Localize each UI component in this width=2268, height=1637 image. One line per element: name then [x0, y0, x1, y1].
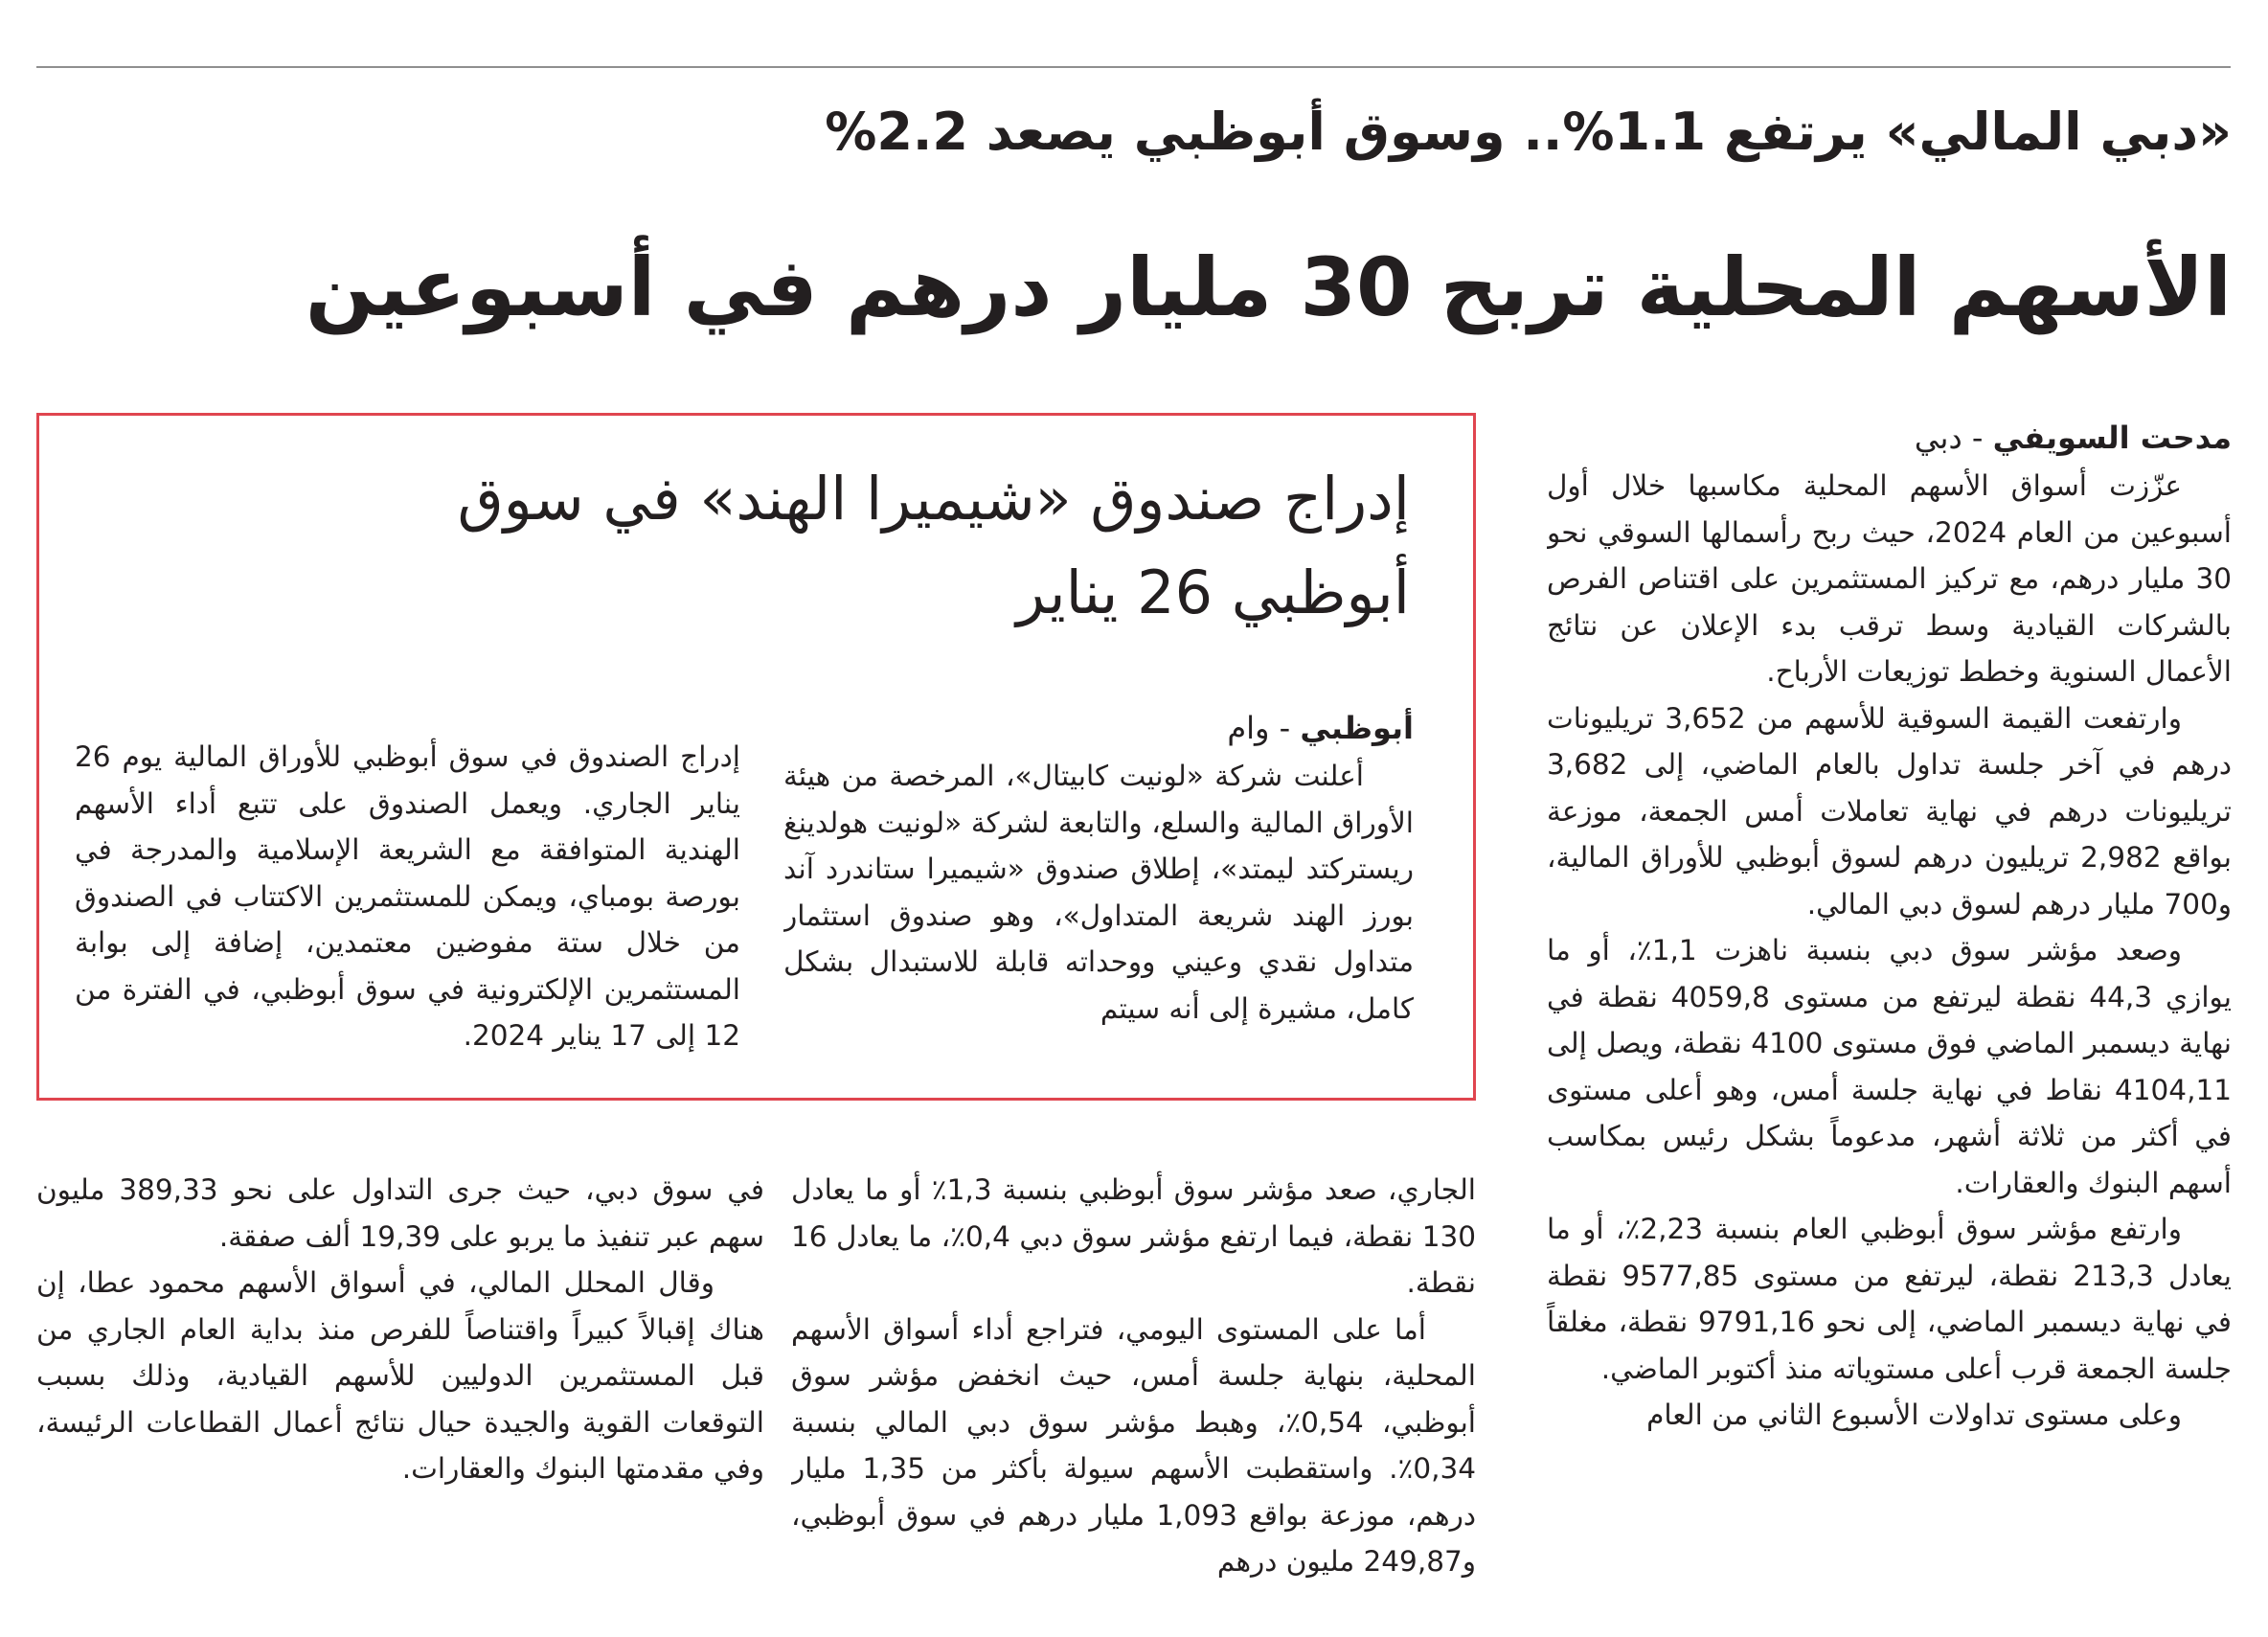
boxed-title-line-1: إدراج صندوق «شيميرا الهند» في سوق — [457, 464, 1410, 534]
paragraph: أما على المستوى اليومي، فتراجع أداء أسواق الأسهم المحلية، بنهاية جلسة أمس، حيث انخفض مؤشر سوق أبوظبي، 0,54٪، وهبط مؤشر سوق دبي المالي بنسبة 0,34٪. واستقطبت الأسهم سيولة بأكثر من 1,35 مليار درهم، موزعة بواقع 1,093 مليار درهم في سوق أبوظبي، و249,87 مليون درهم — [791, 1312, 1476, 1578]
byline-author: أبوظبي — [1300, 710, 1414, 746]
main-headline: الأسهم المحلية تربح 30 مليار درهم في أسبوعين — [305, 240, 2232, 334]
byline-author: مدحت السويفي — [1992, 420, 2232, 456]
paragraph: وقال المحلل المالي، في أسواق الأسهم محمود عطا، إن هناك إقبالاً كبيراً واقتناصاً للفرص منذ بداية العام الجاري من قبل المستثمرين الدوليين للأسهم القيادية، وذلك بسبب التوقعات القوية والجيدة حيال نتائج أعمال القطاعات الرئيسة، وفي مقدمتها البنوك والعقارات. — [36, 1266, 764, 1485]
boxed-title-line-2: أبوظبي 26 يناير — [1016, 557, 1410, 627]
paragraph: في سوق دبي، حيث جرى التداول على نحو 389,33 مليون سهم عبر تنفيذ ما يربو على 19,39 ألف صفقة. — [36, 1173, 764, 1253]
main-article-column-2 — [791, 1167, 1476, 1607]
paragraph: وارتفع مؤشر سوق أبوظبي العام بنسبة 2,23٪، أو ما يعادل 213,3 نقطة، ليرتفع من مستوى 9577,85 نقطة في نهاية ديسمبر الماضي، إلى نحو 9791,16 نقطة، مغلقاً جلسة الجمعة قرب أعلى مستوياته منذ أكتوبر الماضي. — [1547, 1213, 2232, 1385]
paragraph: أعلنت شركة «لونيت كابيتال»، المرخصة من هيئة الأوراق المالية والسلع، والتابعة لشركة «لونيت هولدينغ ريستركتد ليمتد»، إطلاق صندوق «شيميرا ستاندرد آند بورز الهند شريعة المتداول»، وهو صندوق استثمار متداول نقدي وعيني ووحداته قابلة للاستبدال بشكل كامل، مشيرة إلى أنه سيتم — [783, 760, 1414, 1025]
paragraph: إدراج الصندوق في سوق أبوظبي للأوراق المالية يوم 26 يناير الجاري. ويعمل الصندوق على تتبع أداء الأسهم الهندية المتوافقة مع الشريعة الإسلامية والمدرجة في بورصة بومباي، ويمكن للمستثمرين الاكتتاب في الصندوق من خلال ستة مفوضين معتمدين، إضافة إلى بوابة المستثمرين الإلكترونية في سوق أبوظبي، في الفترة من 12 إلى 17 يناير 2024. — [75, 740, 740, 1052]
paragraph: وعلى مستوى تداولات الأسبوع الثاني من العام — [1646, 1398, 2182, 1431]
kicker-subheadline: «دبي المالي» يرتفع 1.1%.. وسوق أبوظبي يصعد 2.2% — [825, 102, 2232, 162]
boxed-article-column-2 — [75, 734, 740, 1088]
paragraph: عزّزت أسواق الأسهم المحلية مكاسبها خلال أول أسبوعين من العام 2024، حيث ربح رأسمالها السوقي نحو 30 مليار درهم، مع تركيز المستثمرين على اقتناص الفرص بالشركات القيادية وسط ترقب بدء الإعلان عن نتائج الأعمال السنوية وخطط توزيعات الأرباح. — [1547, 469, 2232, 688]
boxed-article-byline — [783, 703, 1414, 753]
boxed-article-title — [88, 452, 1410, 640]
main-article-byline — [1547, 413, 2232, 463]
byline-location: - وام — [1227, 710, 1301, 746]
main-article-column-3 — [36, 1167, 764, 1607]
main-article-column-1 — [1547, 413, 2232, 1610]
paragraph: وارتفعت القيمة السوقية للأسهم من 3,652 تريليونات درهم في آخر جلسة تداول بالعام الماضي، إلى 3,682 تريليونات درهم في نهاية تعاملات أمس الجمعة، موزعة بواقع 2,982 تريليون درهم لسوق أبوظبي للأوراق المالية، و700 مليار درهم لسوق دبي المالي. — [1547, 701, 2232, 921]
boxed-sidebar-article — [36, 413, 1476, 1101]
paragraph: وصعد مؤشر سوق دبي بنسبة ناهزت 1,1٪، أو ما يوازي 44,3 نقطة ليرتفع من مستوى 4059,8 نقطة في نهاية ديسمبر الماضي فوق مستوى 4100 نقطة، ويصل إلى 4104,11 نقاط في نهاية جلسة أمس، وهو أعلى مستوى في أكثر من ثلاثة أشهر، مدعوماً بشكل رئيس بمكاسب أسهم البنوك والعقارات. — [1547, 934, 2232, 1199]
top-rule — [36, 66, 2231, 68]
boxed-article-column-1 — [783, 703, 1414, 1086]
paragraph: الجاري، صعد مؤشر سوق أبوظبي بنسبة 1,3٪ أو ما يعادل 130 نقطة، فيما ارتفع مؤشر سوق دبي 0,4٪، ما يعادل 16 نقطة. — [791, 1173, 1476, 1299]
byline-location: - دبي — [1914, 420, 1993, 456]
